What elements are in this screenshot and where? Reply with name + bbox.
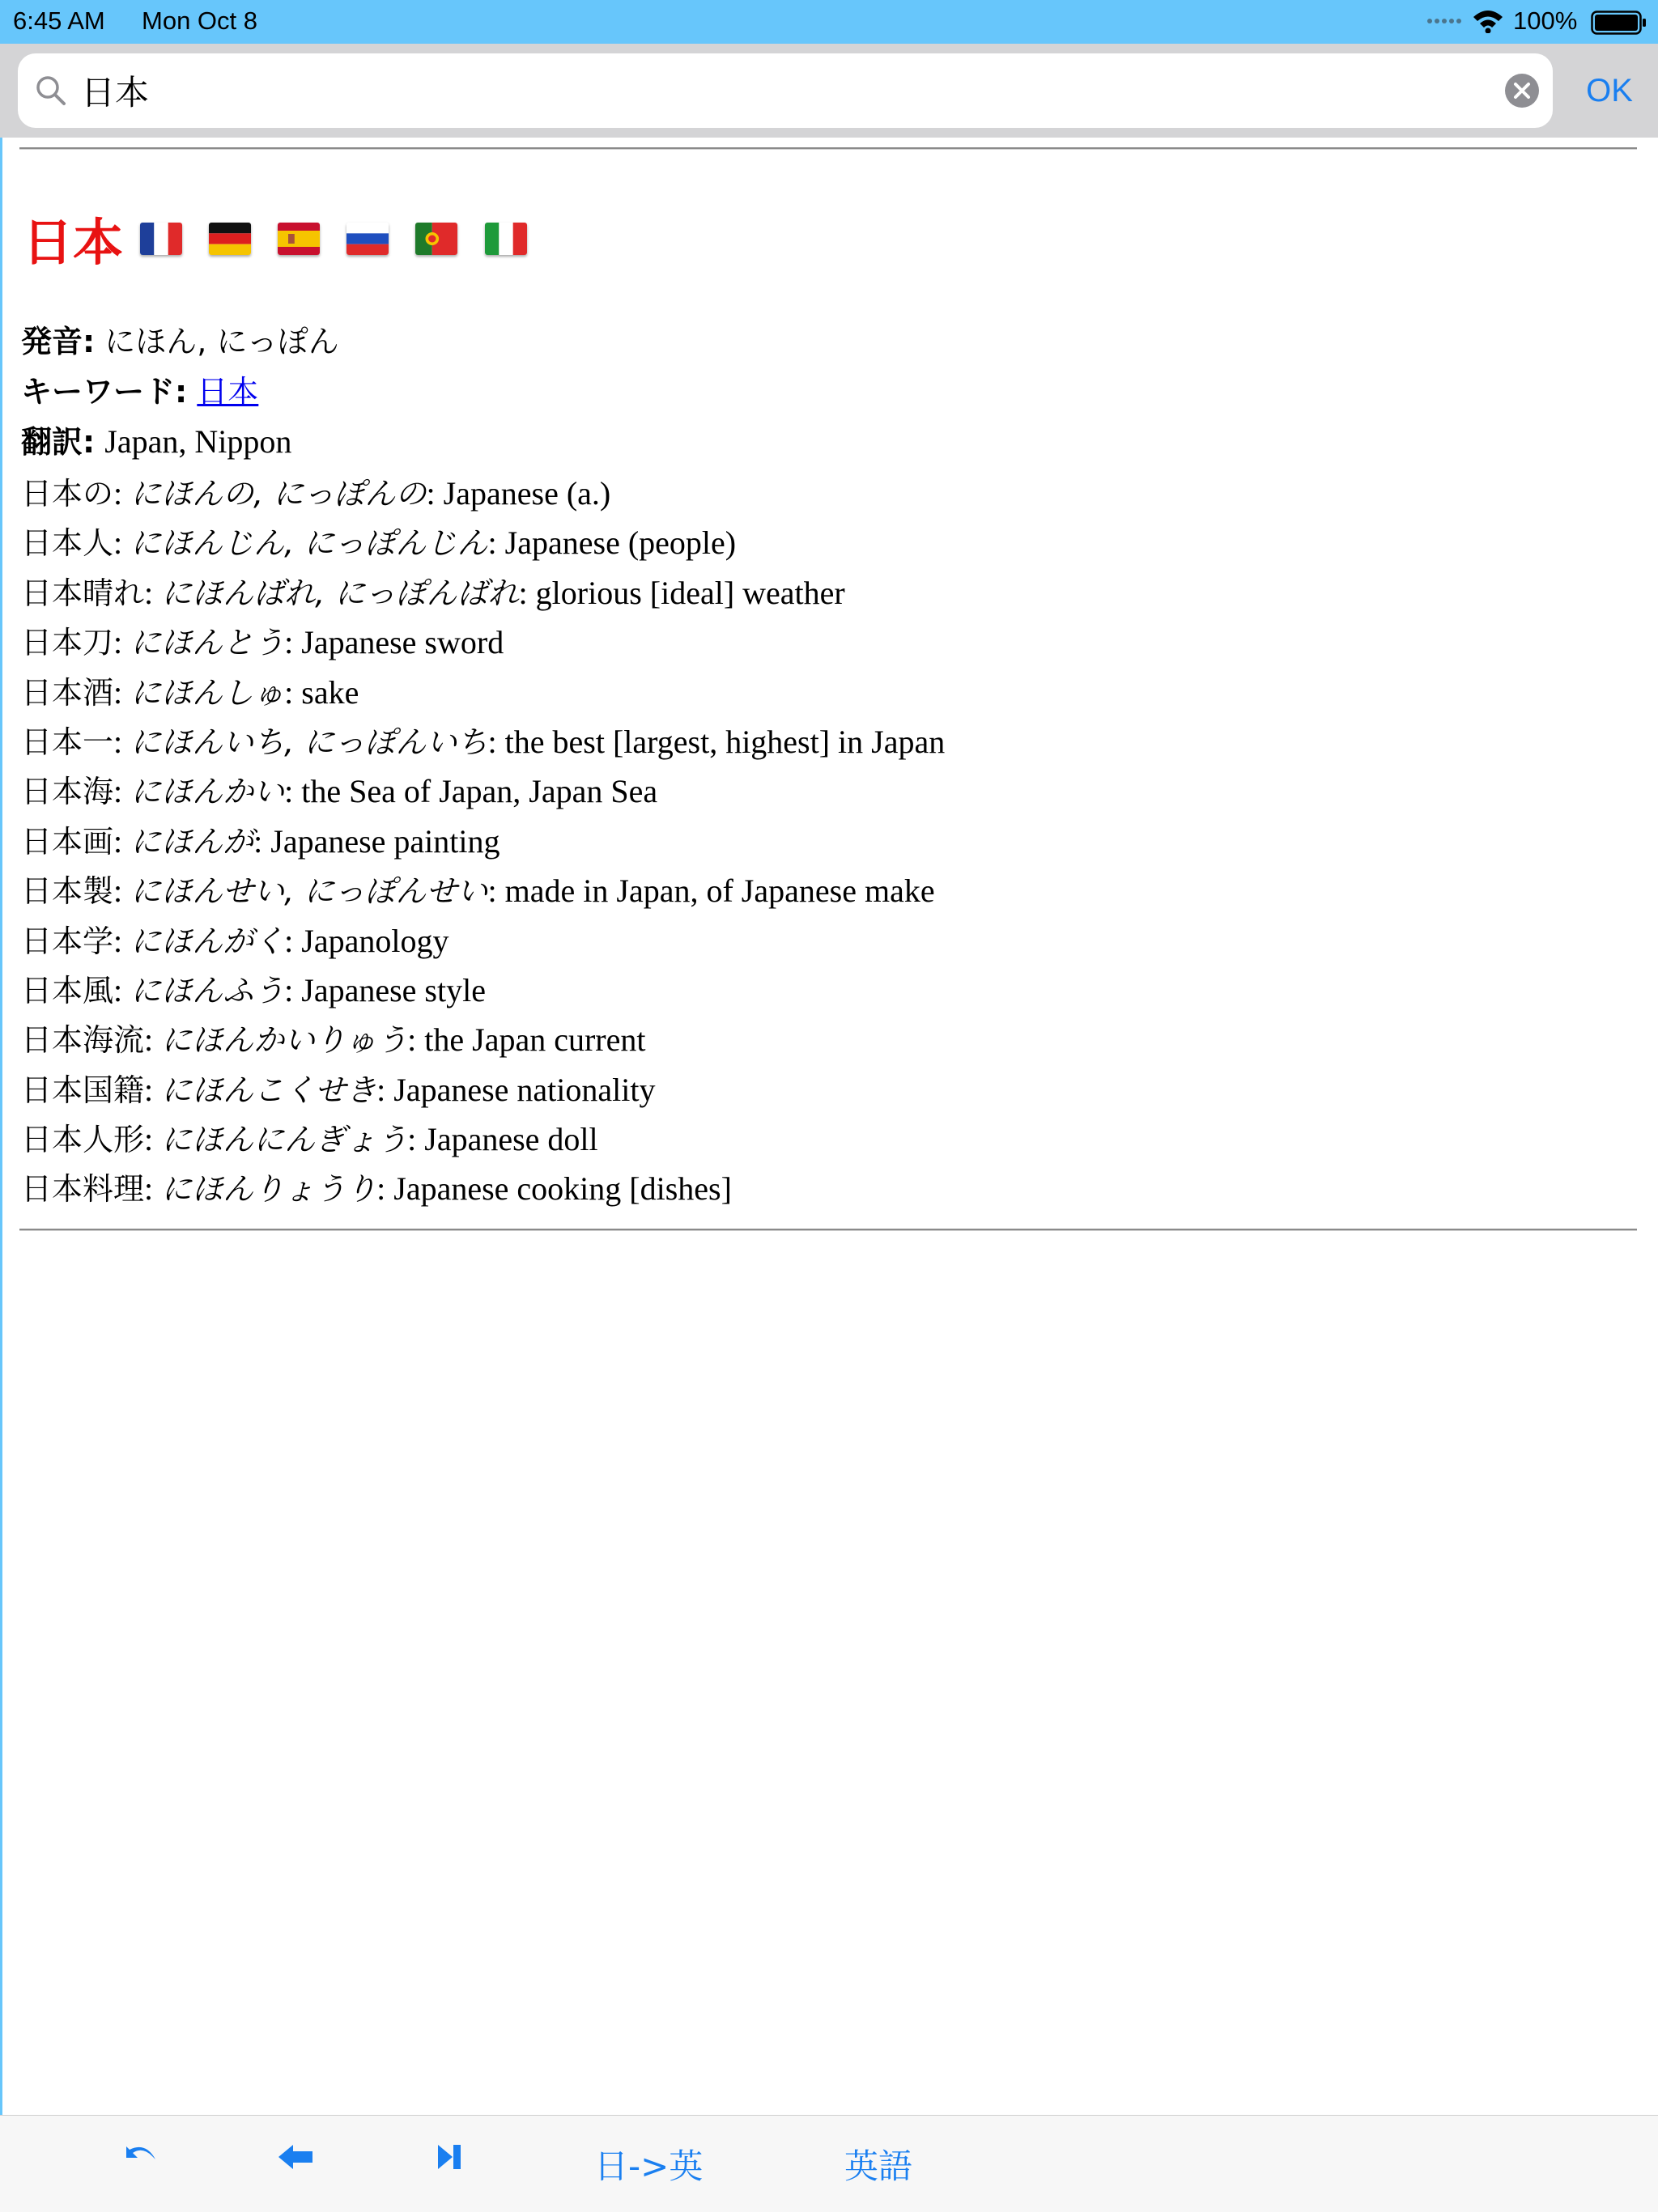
list-item	[21, 1164, 1632, 1213]
list-item	[21, 469, 1632, 518]
separator: :	[113, 624, 131, 661]
translation-label: 翻訳:	[21, 424, 96, 460]
germany-flag[interactable]	[209, 223, 251, 255]
separator: :	[487, 872, 505, 910]
compound-reading: にほんじん, にっぽんじん	[130, 525, 488, 562]
compound-reading: にほんが	[130, 823, 254, 860]
compound-term: 日本海流	[21, 1022, 145, 1059]
compound-term: 日本酒	[21, 674, 114, 711]
france-flag[interactable]	[140, 223, 182, 255]
signal-dots-icon	[1426, 18, 1462, 24]
ok-button[interactable]: OK	[1586, 73, 1633, 108]
compound-reading: にほんふう	[130, 972, 285, 1008]
list-item	[21, 866, 1632, 915]
compound-reading: にほんこくせき	[161, 1072, 377, 1108]
compound-gloss: sake	[301, 673, 359, 711]
compound-gloss: Japanese nationality	[393, 1071, 656, 1108]
compound-term: 日本人	[21, 525, 114, 562]
list-item	[21, 766, 1632, 816]
separator: :	[284, 673, 302, 711]
compound-gloss: Japanese style	[301, 971, 486, 1008]
italy-flag[interactable]	[485, 223, 527, 255]
compound-reading: にほんいち, にっぽんいち	[130, 724, 488, 760]
wifi-icon	[1472, 9, 1504, 40]
list-item	[21, 518, 1632, 567]
separator: :	[518, 574, 536, 611]
divider-top	[19, 147, 1637, 150]
compound-gloss: Japanese (a.)	[443, 475, 611, 512]
separator: :	[113, 723, 131, 760]
status-date: Mon Oct 8	[142, 6, 257, 35]
separator: :	[407, 1021, 425, 1059]
separator: :	[426, 475, 444, 512]
status-bar	[0, 0, 1658, 44]
compound-term: 日本風	[21, 972, 114, 1008]
separator: :	[144, 1170, 162, 1208]
clear-icon[interactable]	[1504, 73, 1540, 112]
list-item	[21, 966, 1632, 1015]
separator: :	[487, 723, 505, 760]
separator: :	[253, 822, 271, 860]
compound-reading: にほんばれ, にっぽんばれ	[161, 575, 519, 611]
separator: :	[113, 822, 131, 860]
compound-gloss: Japanese cooking [dishes]	[393, 1170, 732, 1208]
skip-forward-icon[interactable]	[435, 2138, 464, 2179]
search-bar	[0, 44, 1658, 138]
separator: :	[113, 773, 131, 810]
status-time: 6:45 AM	[13, 6, 105, 35]
dictionary-entry	[0, 138, 1658, 2115]
separator: :	[376, 1170, 394, 1208]
spain-flag[interactable]	[278, 223, 320, 255]
list-item	[21, 618, 1632, 667]
pronunciation-value: にほん, にっぽん	[104, 324, 339, 359]
compound-gloss: Japanese painting	[270, 822, 500, 860]
translation-value: Japan, Nippon	[104, 423, 292, 460]
separator: :	[144, 1021, 162, 1059]
compound-gloss: Japanese (people)	[504, 524, 737, 562]
compound-term: 日本刀	[21, 625, 114, 661]
compound-gloss: Japanese doll	[424, 1121, 598, 1158]
compound-term: 日本学	[21, 923, 114, 959]
compound-reading: にほんかいりゅう	[161, 1022, 408, 1059]
list-item	[21, 817, 1632, 866]
bottom-toolbar	[0, 2115, 1658, 2212]
separator: :	[144, 1071, 162, 1108]
divider-bottom	[19, 1229, 1637, 1231]
separator: :	[376, 1071, 394, 1108]
compound-term: 日本料理	[21, 1171, 145, 1208]
list-item	[21, 717, 1632, 766]
compound-gloss: glorious [ideal] weather	[535, 574, 845, 611]
compound-reading: にほんにんぎょう	[161, 1122, 408, 1158]
compound-reading: にほんとう	[130, 625, 285, 661]
separator: :	[113, 673, 131, 711]
compound-reading: にほんりょうり	[161, 1171, 377, 1208]
compound-gloss: Japanese sword	[301, 624, 504, 661]
list-item	[21, 1065, 1632, 1114]
pronunciation-label: 発音:	[21, 324, 96, 359]
compound-term: 日本画	[21, 823, 114, 860]
headword-row	[23, 202, 550, 275]
language-button[interactable]: 英語	[844, 2146, 913, 2186]
battery-icon	[1591, 11, 1647, 41]
compound-term: 日本の	[21, 476, 114, 512]
back-arrow-icon[interactable]	[275, 2138, 316, 2179]
compound-term: 日本一	[21, 724, 114, 760]
list-item	[21, 916, 1632, 966]
translation-row	[21, 418, 1632, 466]
separator: :	[487, 524, 505, 562]
list-item	[21, 568, 1632, 618]
headword: 日本	[23, 213, 124, 272]
separator: :	[144, 574, 162, 611]
separator: :	[284, 971, 302, 1008]
search-icon	[34, 74, 68, 111]
separator: :	[284, 624, 302, 661]
separator: :	[113, 872, 131, 910]
pronunciation-row	[21, 317, 1632, 366]
search-input[interactable]	[81, 63, 1490, 118]
compound-reading: にほんせい, にっぽんせい	[130, 873, 488, 910]
separator: :	[113, 922, 131, 959]
compound-reading: にほんがく	[130, 923, 285, 959]
battery-percent: 100%	[1513, 6, 1578, 35]
russia-flag[interactable]	[346, 223, 389, 255]
compound-reading: にほんしゅ	[130, 674, 285, 711]
compound-gloss: the Japan current	[424, 1021, 646, 1059]
compound-reading: にほんの, にっぽんの	[130, 476, 427, 512]
separator: :	[113, 475, 131, 512]
compound-term: 日本製	[21, 873, 114, 910]
list-item	[21, 1114, 1632, 1164]
compound-term: 日本国籍	[21, 1072, 145, 1108]
compound-term: 日本晴れ	[21, 575, 145, 611]
compound-list	[21, 469, 1632, 1214]
separator: :	[407, 1121, 425, 1158]
separator: :	[113, 524, 131, 562]
compound-reading: にほんかい	[130, 774, 285, 810]
compound-gloss: made in Japan, of Japanese make	[504, 872, 935, 910]
portugal-flag[interactable]	[415, 223, 457, 255]
search-field[interactable]	[18, 53, 1553, 128]
keyword-link[interactable]: 日本	[197, 374, 259, 410]
separator: :	[284, 922, 302, 959]
direction-button[interactable]: 日->英	[594, 2146, 704, 2186]
separator: :	[113, 971, 131, 1008]
keyword-label: キーワード:	[21, 374, 188, 410]
compound-gloss: the best [largest, highest] in Japan	[504, 723, 946, 760]
separator: :	[284, 773, 302, 810]
compound-term: 日本海	[21, 774, 114, 810]
compound-term: 日本人形	[21, 1122, 145, 1158]
list-item	[21, 1015, 1632, 1064]
list-item	[21, 668, 1632, 717]
keyword-row	[21, 367, 1632, 416]
compound-gloss: Japanology	[301, 922, 449, 959]
undo-icon[interactable]	[121, 2138, 159, 2179]
separator: :	[144, 1121, 162, 1158]
compound-gloss: the Sea of Japan, Japan Sea	[301, 773, 658, 810]
